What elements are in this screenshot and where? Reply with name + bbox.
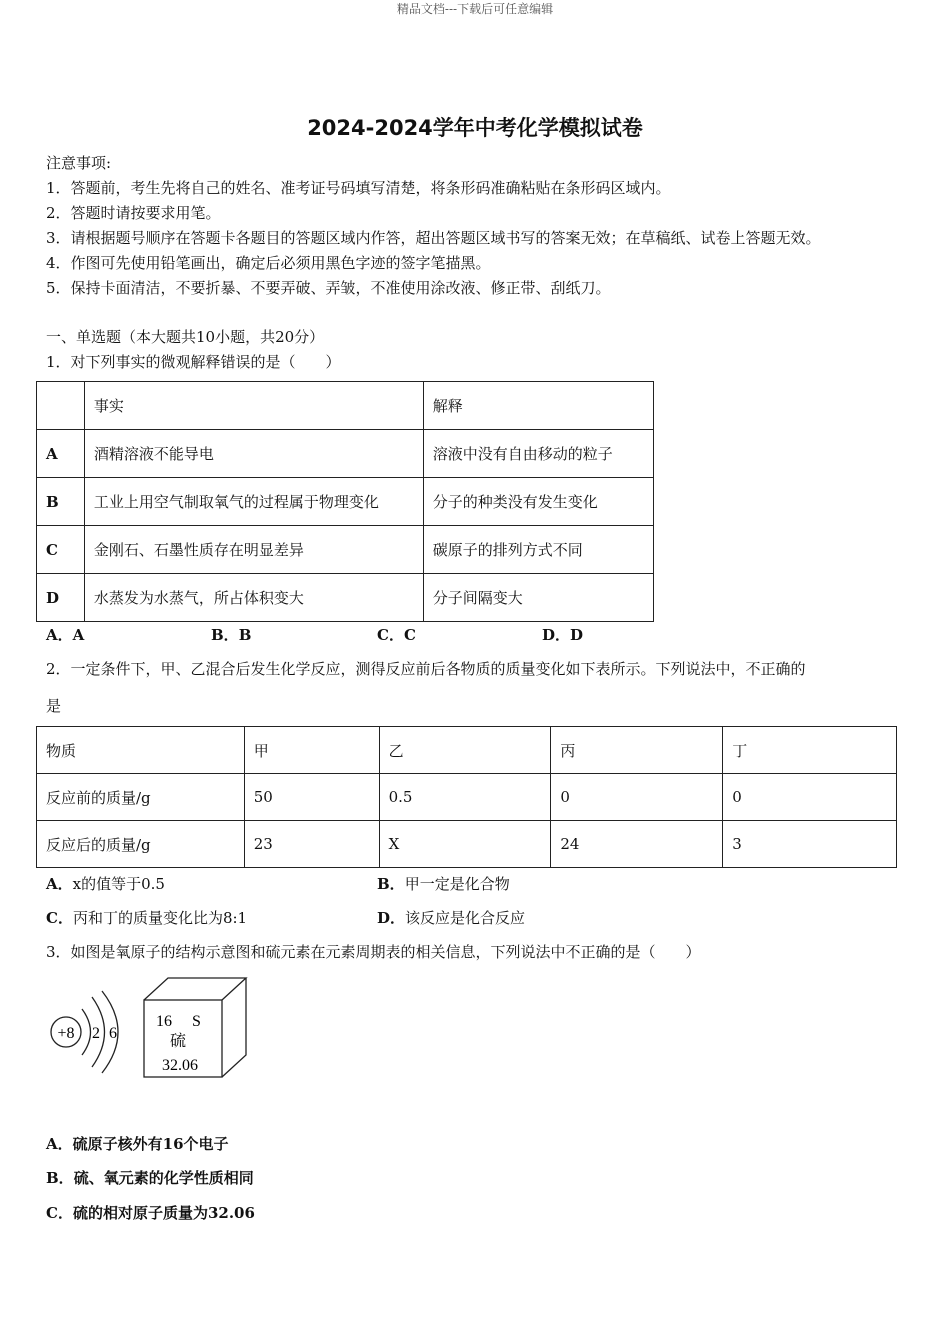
nucleus-charge: +8 [57, 1025, 75, 1042]
option-text: 硫、氧元素的化学性质相同 [73, 1169, 254, 1187]
table-cell: 3 [723, 821, 897, 868]
table-cell: 金刚石、石墨性质存在明显差异 [84, 526, 423, 574]
oxygen-atom-diagram [51, 991, 118, 1073]
q2-option-b[interactable] [377, 873, 510, 894]
option-label: B． [211, 626, 239, 644]
table-header-row [37, 382, 654, 430]
table-row [37, 574, 654, 622]
option-label: C． [46, 1204, 73, 1222]
table-cell [37, 382, 85, 430]
option-text: 硫原子核外有16个电子 [72, 1135, 229, 1153]
option-label: D． [377, 909, 406, 927]
element-name: 硫 [170, 1031, 187, 1050]
q2-option-a[interactable] [46, 873, 165, 894]
table-cell: X [379, 821, 551, 868]
page-header: 精品文档---下载后可任意编辑 [396, 2, 554, 16]
cell-top-face [144, 978, 246, 1000]
q2-table [36, 726, 897, 868]
table-cell: 分子间隔变大 [423, 574, 653, 622]
notice-item: 4．作图可先使用铅笔画出，确定后必须用黑色字迹的签字笔描黑。 [46, 254, 491, 272]
option-text: 硫的相对原子质量为32.06 [72, 1204, 255, 1222]
option-label: A． [46, 875, 73, 893]
option-label: B． [377, 875, 405, 893]
atomic-mass: 32.06 [162, 1057, 198, 1074]
option-text: 甲一定是化合物 [404, 875, 510, 893]
table-cell: 0 [723, 774, 897, 821]
table-row [37, 774, 897, 821]
notice-heading: 注意事项: [46, 154, 112, 172]
notice-item: 3．请根据题号顺序在答题卡各题目的答题区域内作答，超出答题区域书写的答案无效；在草稿纸、试卷上答题无效。 [46, 229, 821, 247]
q1-stem: 1．对下列事实的微观解释错误的是（ ） [46, 353, 341, 371]
q3-figure [44, 975, 259, 1083]
page-title: 2024-2024学年中考化学模拟试卷 [307, 116, 643, 140]
option-label: A． [46, 626, 73, 644]
table-row [37, 478, 654, 526]
atomic-number: 16 [156, 1013, 172, 1030]
q1-option-d[interactable] [542, 624, 583, 645]
q3-option-b[interactable] [46, 1167, 254, 1188]
q3-stem: 3．如图是氧原子的结构示意图和硫元素在元素周期表的相关信息，下列说法中不正确的是（ ） [46, 943, 701, 961]
option-label: D． [542, 626, 571, 644]
table-cell: 酒精溶液不能导电 [84, 430, 423, 478]
option-label: C． [377, 626, 404, 644]
notice-item: 2．答题时请按要求用笔。 [46, 204, 221, 222]
option-text: 该反应是化合反应 [405, 909, 526, 927]
table-cell: 解释 [423, 382, 653, 430]
table-cell: 反应后的质量/g [37, 821, 245, 868]
option-text: C [403, 626, 416, 644]
option-text: A [72, 626, 85, 644]
table-cell: 0 [551, 774, 723, 821]
table-row [37, 430, 654, 478]
section-heading: 一、单选题（本大题共10小题，共20分） [46, 328, 325, 346]
table-cell: 乙 [379, 727, 551, 774]
table-cell: 23 [244, 821, 379, 868]
q1-table [36, 381, 654, 622]
table-cell: 丁 [723, 727, 897, 774]
q2-option-c[interactable] [46, 907, 247, 928]
option-text: B [238, 626, 252, 644]
table-cell: B [37, 478, 85, 526]
option-text: D [570, 626, 584, 644]
table-cell: 水蒸发为水蒸气，所占体积变大 [84, 574, 423, 622]
table-row [37, 526, 654, 574]
sulfur-element-cell [144, 978, 246, 1077]
table-cell: D [37, 574, 85, 622]
table-cell: 物质 [37, 727, 245, 774]
table-cell: C [37, 526, 85, 574]
option-text: 丙和丁的质量变化比为8:1 [72, 909, 248, 927]
table-header-row [37, 727, 897, 774]
option-text: x的值等于0.5 [72, 875, 165, 893]
shell-electrons: 2 [92, 1025, 100, 1042]
table-cell: 反应前的质量/g [37, 774, 245, 821]
q3-option-c[interactable] [46, 1202, 255, 1223]
option-label: C． [46, 909, 73, 927]
table-cell: 工业上用空气制取氧气的过程属于物理变化 [84, 478, 423, 526]
q3-option-a[interactable] [46, 1133, 229, 1154]
table-cell: 甲 [244, 727, 379, 774]
table-cell: 丙 [551, 727, 723, 774]
q2-stem: 2．一定条件下，甲、乙混合后发生化学反应，测得反应前后各物质的质量变化如下表所示。下列说法中，不正确的 [46, 660, 806, 678]
q1-option-a[interactable] [46, 624, 84, 645]
table-cell: 溶液中没有自由移动的粒子 [423, 430, 653, 478]
table-cell: 事实 [84, 382, 423, 430]
element-symbol: S [192, 1013, 201, 1030]
table-cell: 分子的种类没有发生变化 [423, 478, 653, 526]
table-row [37, 821, 897, 868]
notice-item: 1．答题前，考生先将自己的姓名、准考证号码填写清楚，将条形码准确粘贴在条形码区域内。 [46, 179, 671, 197]
shell-electrons: 6 [109, 1025, 117, 1042]
table-cell: 24 [551, 821, 723, 868]
q2-option-d[interactable] [377, 907, 525, 928]
option-label: A． [46, 1135, 73, 1153]
electron-shell-arc [82, 1009, 91, 1055]
cell-side-face [222, 978, 246, 1077]
notice-item: 5．保持卡面清洁，不要折暴、不要弄破、弄皱，不准使用涂改液、修正带、刮纸刀。 [46, 279, 611, 297]
q1-option-b[interactable] [211, 624, 251, 645]
table-cell: 碳原子的排列方式不同 [423, 526, 653, 574]
table-cell: 0.5 [379, 774, 551, 821]
q2-stem-cont: 是 [46, 697, 62, 715]
option-label: B． [46, 1169, 74, 1187]
table-cell: A [37, 430, 85, 478]
table-cell: 50 [244, 774, 379, 821]
q1-option-c[interactable] [377, 624, 416, 645]
